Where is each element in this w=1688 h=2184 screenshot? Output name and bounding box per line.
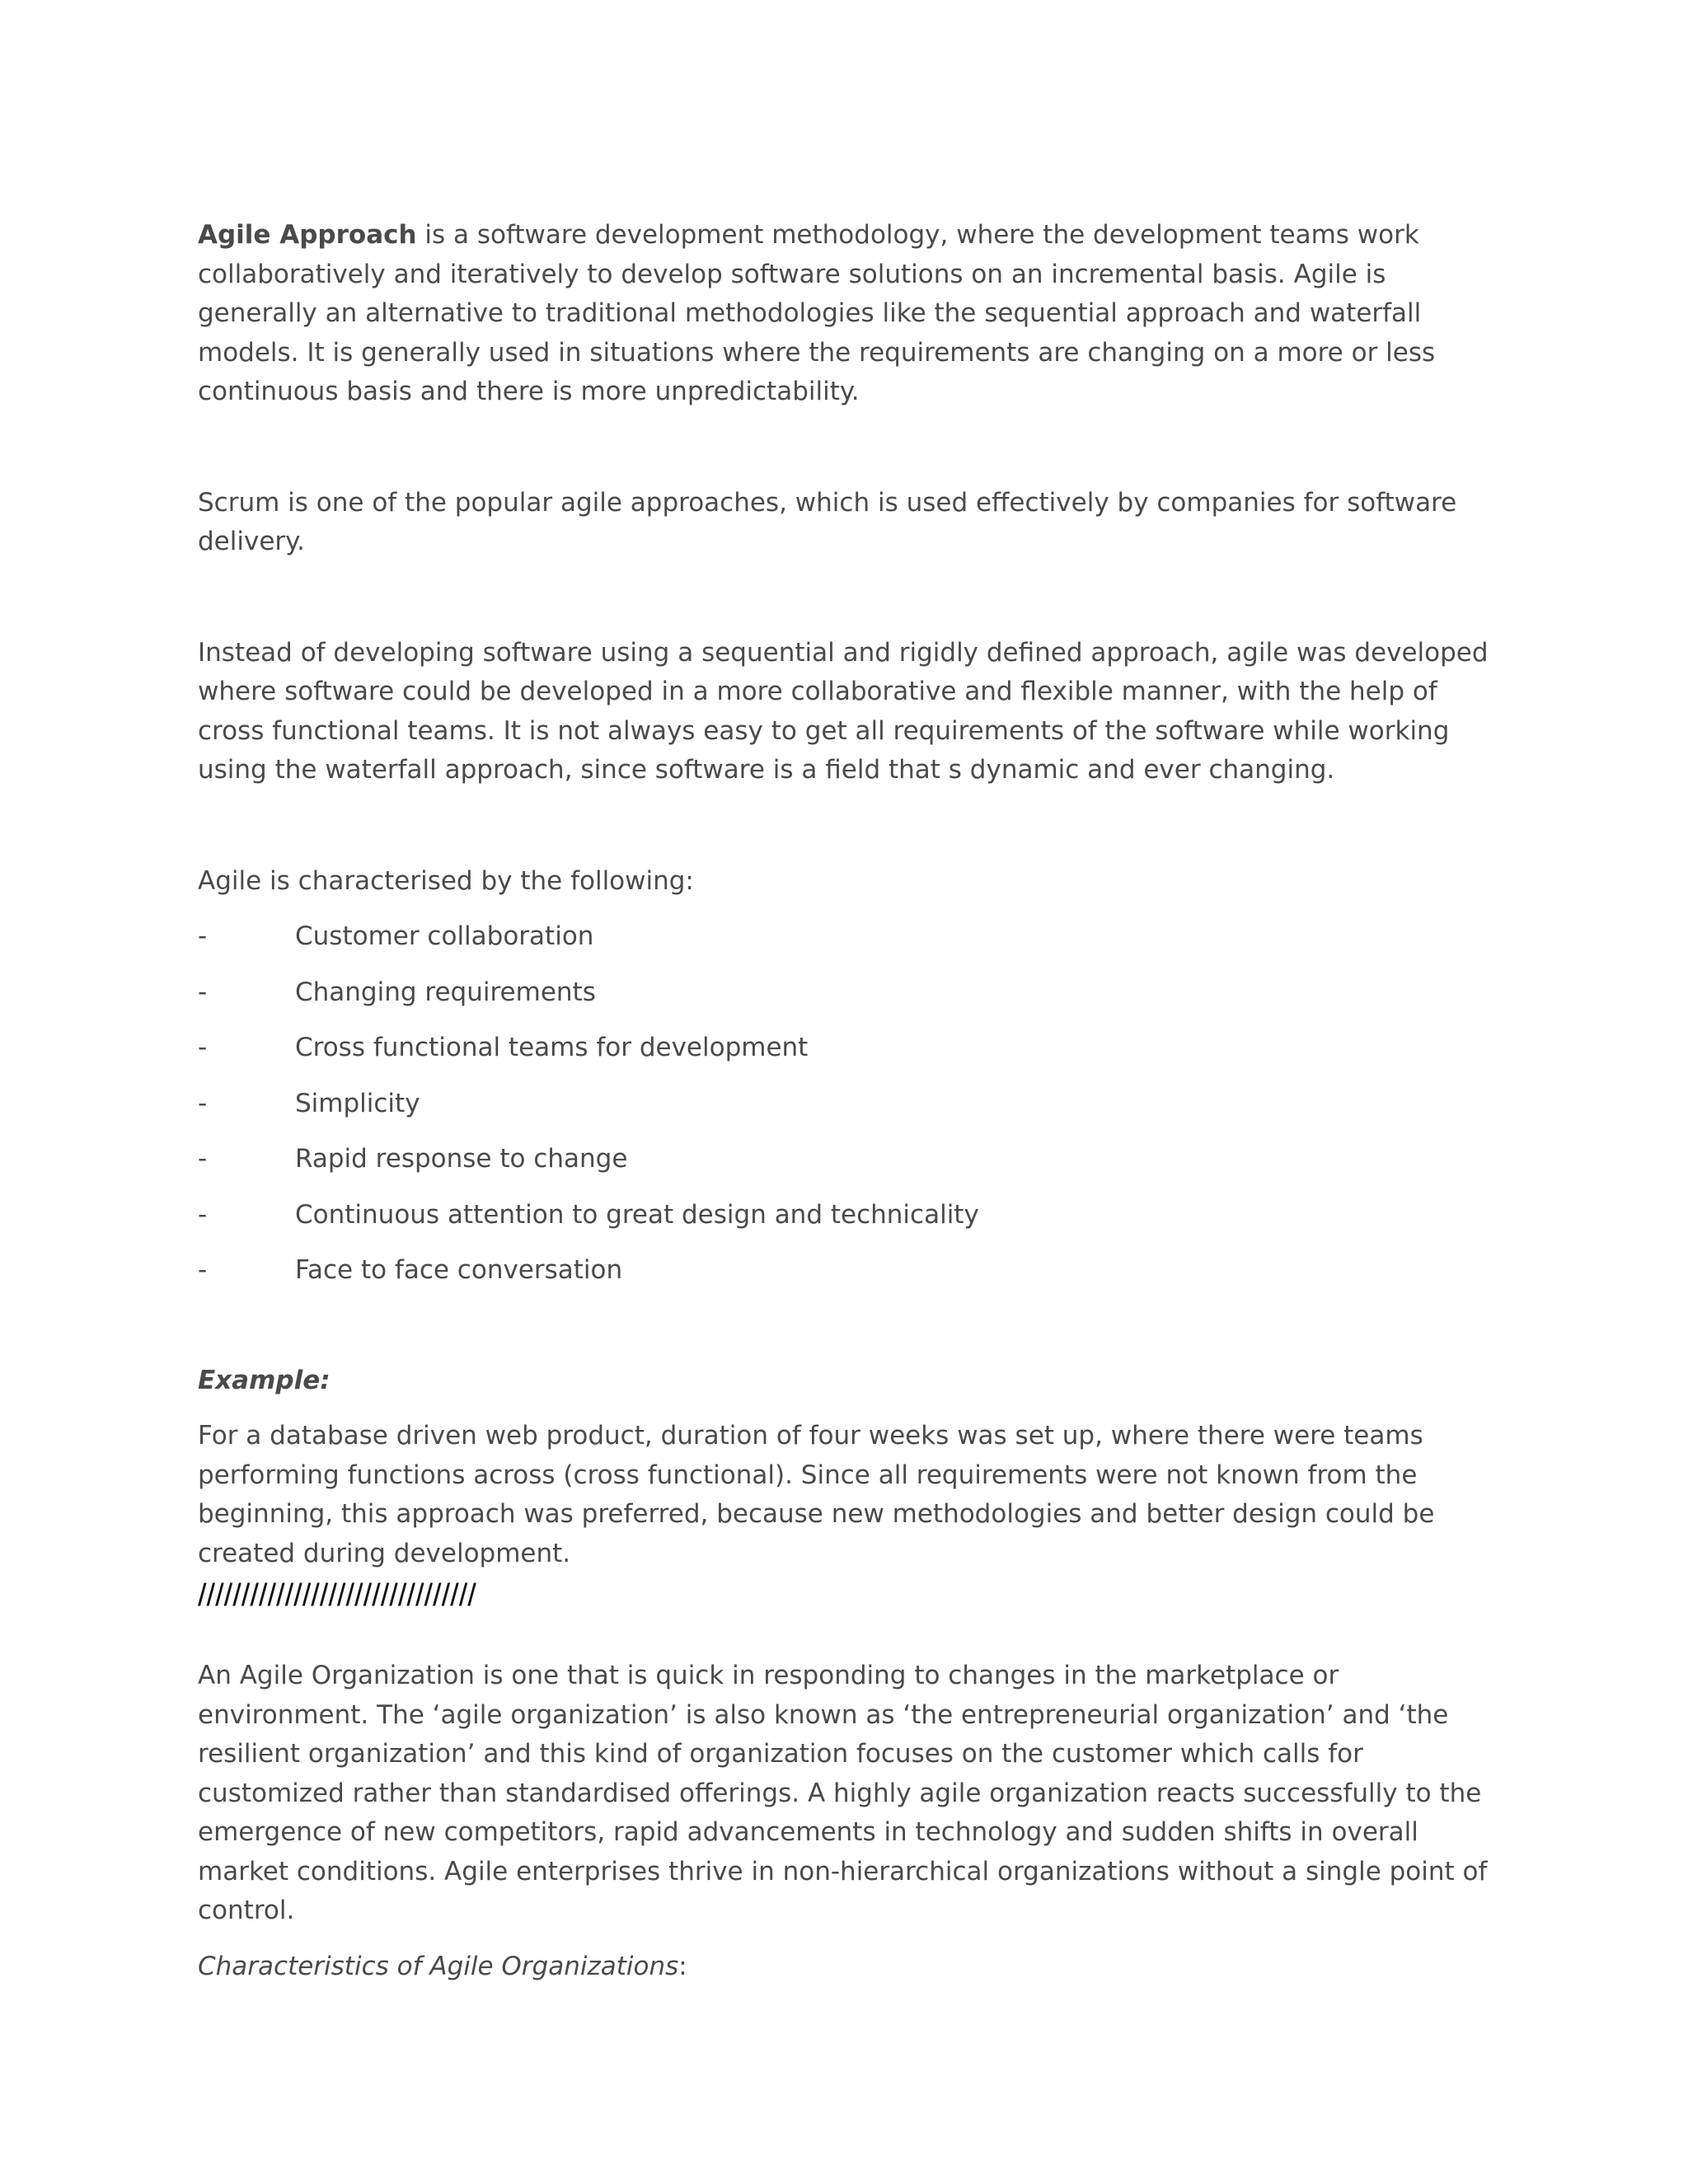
list-item: [198, 973, 1500, 1013]
list-item-text: Customer collaboration: [295, 921, 594, 951]
list-item-text: Simplicity: [295, 1088, 420, 1118]
bullet-dash: -: [198, 1255, 208, 1285]
org-characteristics-heading: Characteristics of Agile Organizations: [198, 1951, 679, 1981]
instead-paragraph: Instead of developing software using a sequential and rigidly defined approach, agile was developed where software could be developed in a more collaborative and flexible manner, with the help of cross functional teams. It is not always easy to get all requirements of the software while working using the waterfall approach, since software is a field that s dynamic and ever changing.: [198, 637, 1489, 785]
characterised-intro: Agile is characterised by the following:: [198, 865, 694, 896]
agile-approach-term: Agile Approach: [198, 220, 417, 250]
bullet-dash: -: [198, 1199, 208, 1230]
list-item: [198, 1029, 1500, 1068]
bullet-dash: -: [198, 921, 208, 951]
scrum-paragraph: Scrum is one of the popular agile approaches, which is used effectively by companies for software delivery.: [198, 487, 1457, 556]
example-heading: Example:: [198, 1365, 331, 1395]
list-item: [198, 1196, 1500, 1235]
document-body: [198, 216, 1500, 1986]
list-item-text: Cross functional teams for development: [295, 1033, 809, 1062]
list-item: [198, 1085, 1500, 1124]
bullet-dash: -: [198, 1033, 208, 1062]
separator-line: ////////////////////////////////: [198, 1578, 476, 1613]
list-item-text: Changing requirements: [295, 977, 596, 1007]
list-item-text: Continuous attention to great design and technicality: [295, 1199, 979, 1230]
characteristics-list: [198, 917, 1500, 1291]
list-item: [198, 1251, 1500, 1291]
org-characteristics-heading-line: [198, 1947, 1500, 1987]
intro-text: is a software development methodology, where the development teams work collaboratively and iteratively to develop software solutions on an incremental basis. Agile is generally an alternative to traditional methodologies like the sequential approach and waterfall models. It is generally used in situations where the requirements are changing on a more or less continuous basis and there is more unpredictability.: [198, 220, 1436, 406]
example-paragraph: For a database driven web product, duration of four weeks was set up, where there were teams performing functions across (cross functional). Since all requirements were not known from the beginning, this approach was preferred, because new methodologies and better design could be created during development.: [198, 1421, 1435, 1568]
bullet-dash: -: [198, 1088, 208, 1118]
intro-paragraph: [198, 216, 1500, 412]
bullet-dash: -: [198, 1144, 208, 1174]
heading-colon: :: [678, 1951, 687, 1981]
list-item: [198, 917, 1500, 957]
bullet-dash: -: [198, 977, 208, 1007]
list-item: [198, 1140, 1500, 1179]
agile-organization-paragraph: An Agile Organization is one that is quick in responding to changes in the marketplace or environment. The ‘agile organization’ is also known as ‘the entrepreneurial organization’ and ‘the resilient organization’ and this kind of organization focuses on the customer which calls for customized rather than standardised offerings. A highly agile organization reacts successfully to the emergence of new competitors, rapid advancements in technology and sudden shifts in overall market conditions. Agile enterprises thrive in non-hierarchical organizations without a single point of control.: [198, 1661, 1488, 1925]
list-item-text: Rapid response to change: [295, 1144, 628, 1174]
list-item-text: Face to face conversation: [295, 1255, 623, 1285]
